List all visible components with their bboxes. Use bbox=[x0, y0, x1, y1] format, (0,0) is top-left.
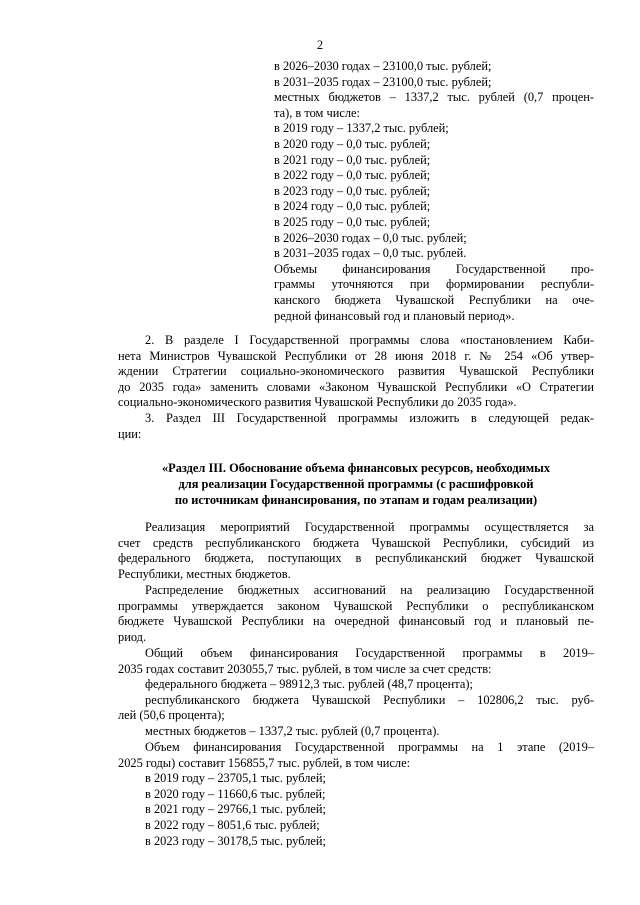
text-line: в 2021 году – 0,0 тыс. рублей; bbox=[274, 152, 431, 167]
text-line: в 2022 году – 8051,6 тыс. рублей; bbox=[145, 817, 320, 832]
paragraph-stage-1-financing bbox=[118, 740, 594, 849]
text-line: программы утверждается законом Чувашской Республики о республиканском bbox=[118, 598, 594, 613]
text-line: местных бюджетов – 1337,2 тыс. рублей (0,7 процен- bbox=[274, 90, 594, 105]
text-line: ждении Стратегии социально-экономического развития Чувашской Республики bbox=[118, 364, 594, 379]
text-line: в 2023 году – 30178,5 тыс. рублей; bbox=[145, 833, 326, 848]
text-line: 2035 годах составит 203055,7 тыс. рублей, в том числе за счет средств: bbox=[118, 661, 492, 676]
text-line: в 2031–2035 годах – 0,0 тыс. рублей. bbox=[274, 246, 467, 261]
text-line: бюджете Чувашской Республики на очередной финансовый год и плановый пе- bbox=[118, 614, 594, 629]
text-line: Общий объем финансирования Государственной программы в 2019– bbox=[145, 646, 594, 660]
heading-line: по источникам финансирования, по этапам и годам реализации) bbox=[174, 493, 538, 507]
text-line: в 2021 году – 29766,1 тыс. рублей; bbox=[145, 802, 326, 817]
text-line: в 2026–2030 годах – 23100,0 тыс. рублей; bbox=[274, 59, 492, 73]
text-line: в 2031–2035 годах – 23100,0 тыс. рублей; bbox=[274, 74, 492, 89]
text-line: Реализация мероприятий Государственной программы осуществляется за bbox=[145, 520, 594, 534]
text-line: 2025 годы) составит 156855,7 тыс. рублей, в том числе: bbox=[118, 755, 411, 770]
text-line: в 2020 году – 0,0 тыс. рублей; bbox=[274, 136, 431, 151]
text-line: до 2035 года» заменить словами «Законом Чувашской Республики «О Стратегии bbox=[118, 379, 594, 394]
paragraph-budget-distribution bbox=[118, 583, 594, 645]
text-line: социально-экономического развития Чувашской Республики до 2035 года». bbox=[118, 395, 517, 410]
text-line: риод. bbox=[118, 629, 147, 644]
text-line: редной финансовый год и плановый период». bbox=[274, 308, 515, 323]
text-line: канского бюджета Чувашской Республики на оче- bbox=[274, 292, 594, 307]
text-line: Распределение бюджетных ассигнований на реализацию Государственной bbox=[145, 583, 594, 597]
text-line: ции: bbox=[118, 426, 142, 441]
text-line: 2. В разделе I Государственной программы слова «постановлением Каби- bbox=[145, 333, 594, 347]
section-heading bbox=[118, 460, 594, 508]
text-line: лей (50,6 процента); bbox=[118, 708, 225, 723]
heading-line: «Раздел III. Обоснование объема финансовых ресурсов, необходимых bbox=[161, 461, 551, 475]
text-line: республиканского бюджета Чувашской Республики – 102806,2 тыс. руб- bbox=[145, 692, 594, 707]
text-line: в 2020 году – 11660,6 тыс. рублей; bbox=[145, 786, 326, 801]
text-line: Объемы финансирования Государственной про- bbox=[274, 261, 594, 276]
item-2-paragraph bbox=[118, 333, 594, 411]
paragraph-implementation-sources bbox=[118, 520, 594, 582]
text-line: в 2019 году – 23705,1 тыс. рублей; bbox=[145, 771, 326, 786]
text-line: та), в том числе: bbox=[274, 105, 360, 120]
paragraph-total-financing bbox=[118, 646, 594, 740]
item-3-paragraph bbox=[118, 411, 594, 442]
text-line: в 2022 году – 0,0 тыс. рублей; bbox=[274, 168, 431, 183]
text-line: в 2023 году – 0,0 тыс. рублей; bbox=[274, 183, 431, 198]
text-line: федерального бюджета – 98912,3 тыс. рублей (48,7 процента); bbox=[145, 677, 473, 692]
text-line: в 2026–2030 годах – 0,0 тыс. рублей; bbox=[274, 230, 467, 245]
text-line: в 2019 году – 1337,2 тыс. рублей; bbox=[274, 121, 449, 136]
text-line: в 2025 году – 0,0 тыс. рублей; bbox=[274, 214, 431, 229]
text-line: Объем финансирования Государственной программы на 1 этапе (2019– bbox=[145, 740, 594, 754]
text-line: местных бюджетов – 1337,2 тыс. рублей (0,7 процента). bbox=[145, 723, 440, 738]
text-line: 3. Раздел III Государственной программы изложить в следующей редак- bbox=[145, 411, 594, 425]
text-line: в 2024 году – 0,0 тыс. рублей; bbox=[274, 199, 431, 214]
financing-continuation-block bbox=[274, 59, 594, 324]
text-line: счет средств республиканского бюджета Чувашской Республики, субсидий из bbox=[118, 535, 594, 550]
text-line: граммы уточняются при формировании республи- bbox=[274, 277, 594, 292]
text-line: нета Министров Чувашской Республики от 28 июня 2018 г. № 254 «Об утвер- bbox=[118, 348, 594, 363]
page-number: 2 bbox=[316, 38, 324, 52]
text-line: Республики, местных бюджетов. bbox=[118, 566, 291, 581]
text-line: федерального бюджета, поступающих в республиканский бюджет Чувашской bbox=[118, 551, 594, 566]
heading-line: для реализации Государственной программы (с расшифровкой bbox=[178, 477, 534, 491]
